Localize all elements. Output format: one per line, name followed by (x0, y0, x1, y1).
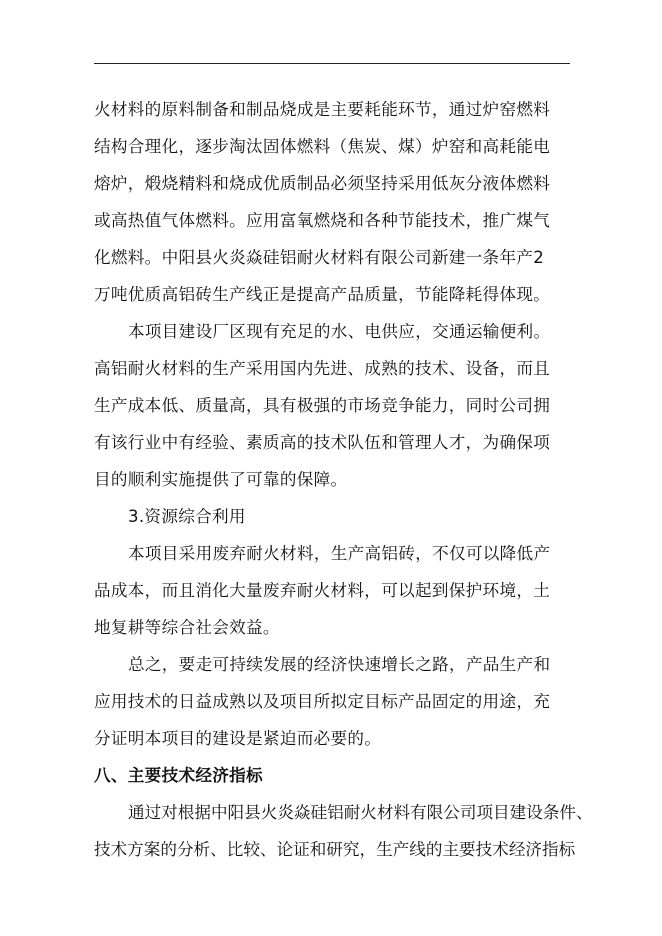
body-text-line: 品成本，而且消化大量废弃耐火材料，可以起到保护环境，土 (94, 581, 551, 600)
header-rule (94, 63, 570, 64)
body-text-line: 地复耕等综合社会效益。 (94, 618, 280, 637)
body-text-line: 通过对根据中阳县火炎焱硅铝耐火材料有限公司项目建设条件、 (128, 803, 593, 822)
body-text-line: 高铝耐火材料的生产采用国内先进、成熟的技术、设备，而且 (94, 359, 551, 378)
body-text-line: 生产成本低、质量高，具有极强的市场竞争能力，同时公司拥 (94, 396, 551, 415)
body-text-line: 结构合理化，逐步淘汰固体燃料（焦炭、煤）炉窑和高耗能电 (94, 137, 551, 156)
body-text-line: 火材料的原料制备和制品烧成是主要耗能环节，通过炉窑燃料 (94, 100, 551, 119)
body-text-line: 化燃料。中阳县火炎焱硅铝耐火材料有限公司新建一条年产2 (94, 248, 545, 267)
body-text-line: 本项目采用废弃耐火材料，生产高铝砖，不仅可以降低产 (128, 544, 551, 563)
body-text-line: 应用技术的日益成熟以及项目所拟定目标产品固定的用途，充 (94, 692, 551, 711)
body-text-line: 总之，要走可持续发展的经济快速增长之路，产品生产和 (128, 655, 551, 674)
body-text-line: 熔炉，煅烧精料和烧成优质制品必须坚持采用低灰分液体燃料 (94, 174, 551, 193)
subsection-title: 3.资源综合利用 (128, 507, 246, 526)
section-heading: 八、主要技术经济指标 (94, 766, 263, 785)
body-text-line: 分证明本项目的建设是紧迫而必要的。 (94, 729, 382, 748)
body-text-line: 目的顺利实施提供了可靠的保障。 (94, 470, 348, 489)
body-text-line: 本项目建设厂区现有充足的水、电供应，交通运输便利。 (128, 322, 551, 341)
body-text-line: 万吨优质高铝砖生产线正是提高产品质量，节能降耗得体现。 (94, 285, 551, 304)
body-text-line: 有该行业中有经验、素质高的技术队伍和管理人才，为确保项 (94, 433, 551, 452)
body-text-line: 或高热值气体燃料。应用富氧燃烧和各种节能技术，推广煤气 (94, 211, 551, 230)
body-text-line: 技术方案的分析、比较、论证和研究，生产线的主要技术经济指标 (94, 840, 576, 859)
